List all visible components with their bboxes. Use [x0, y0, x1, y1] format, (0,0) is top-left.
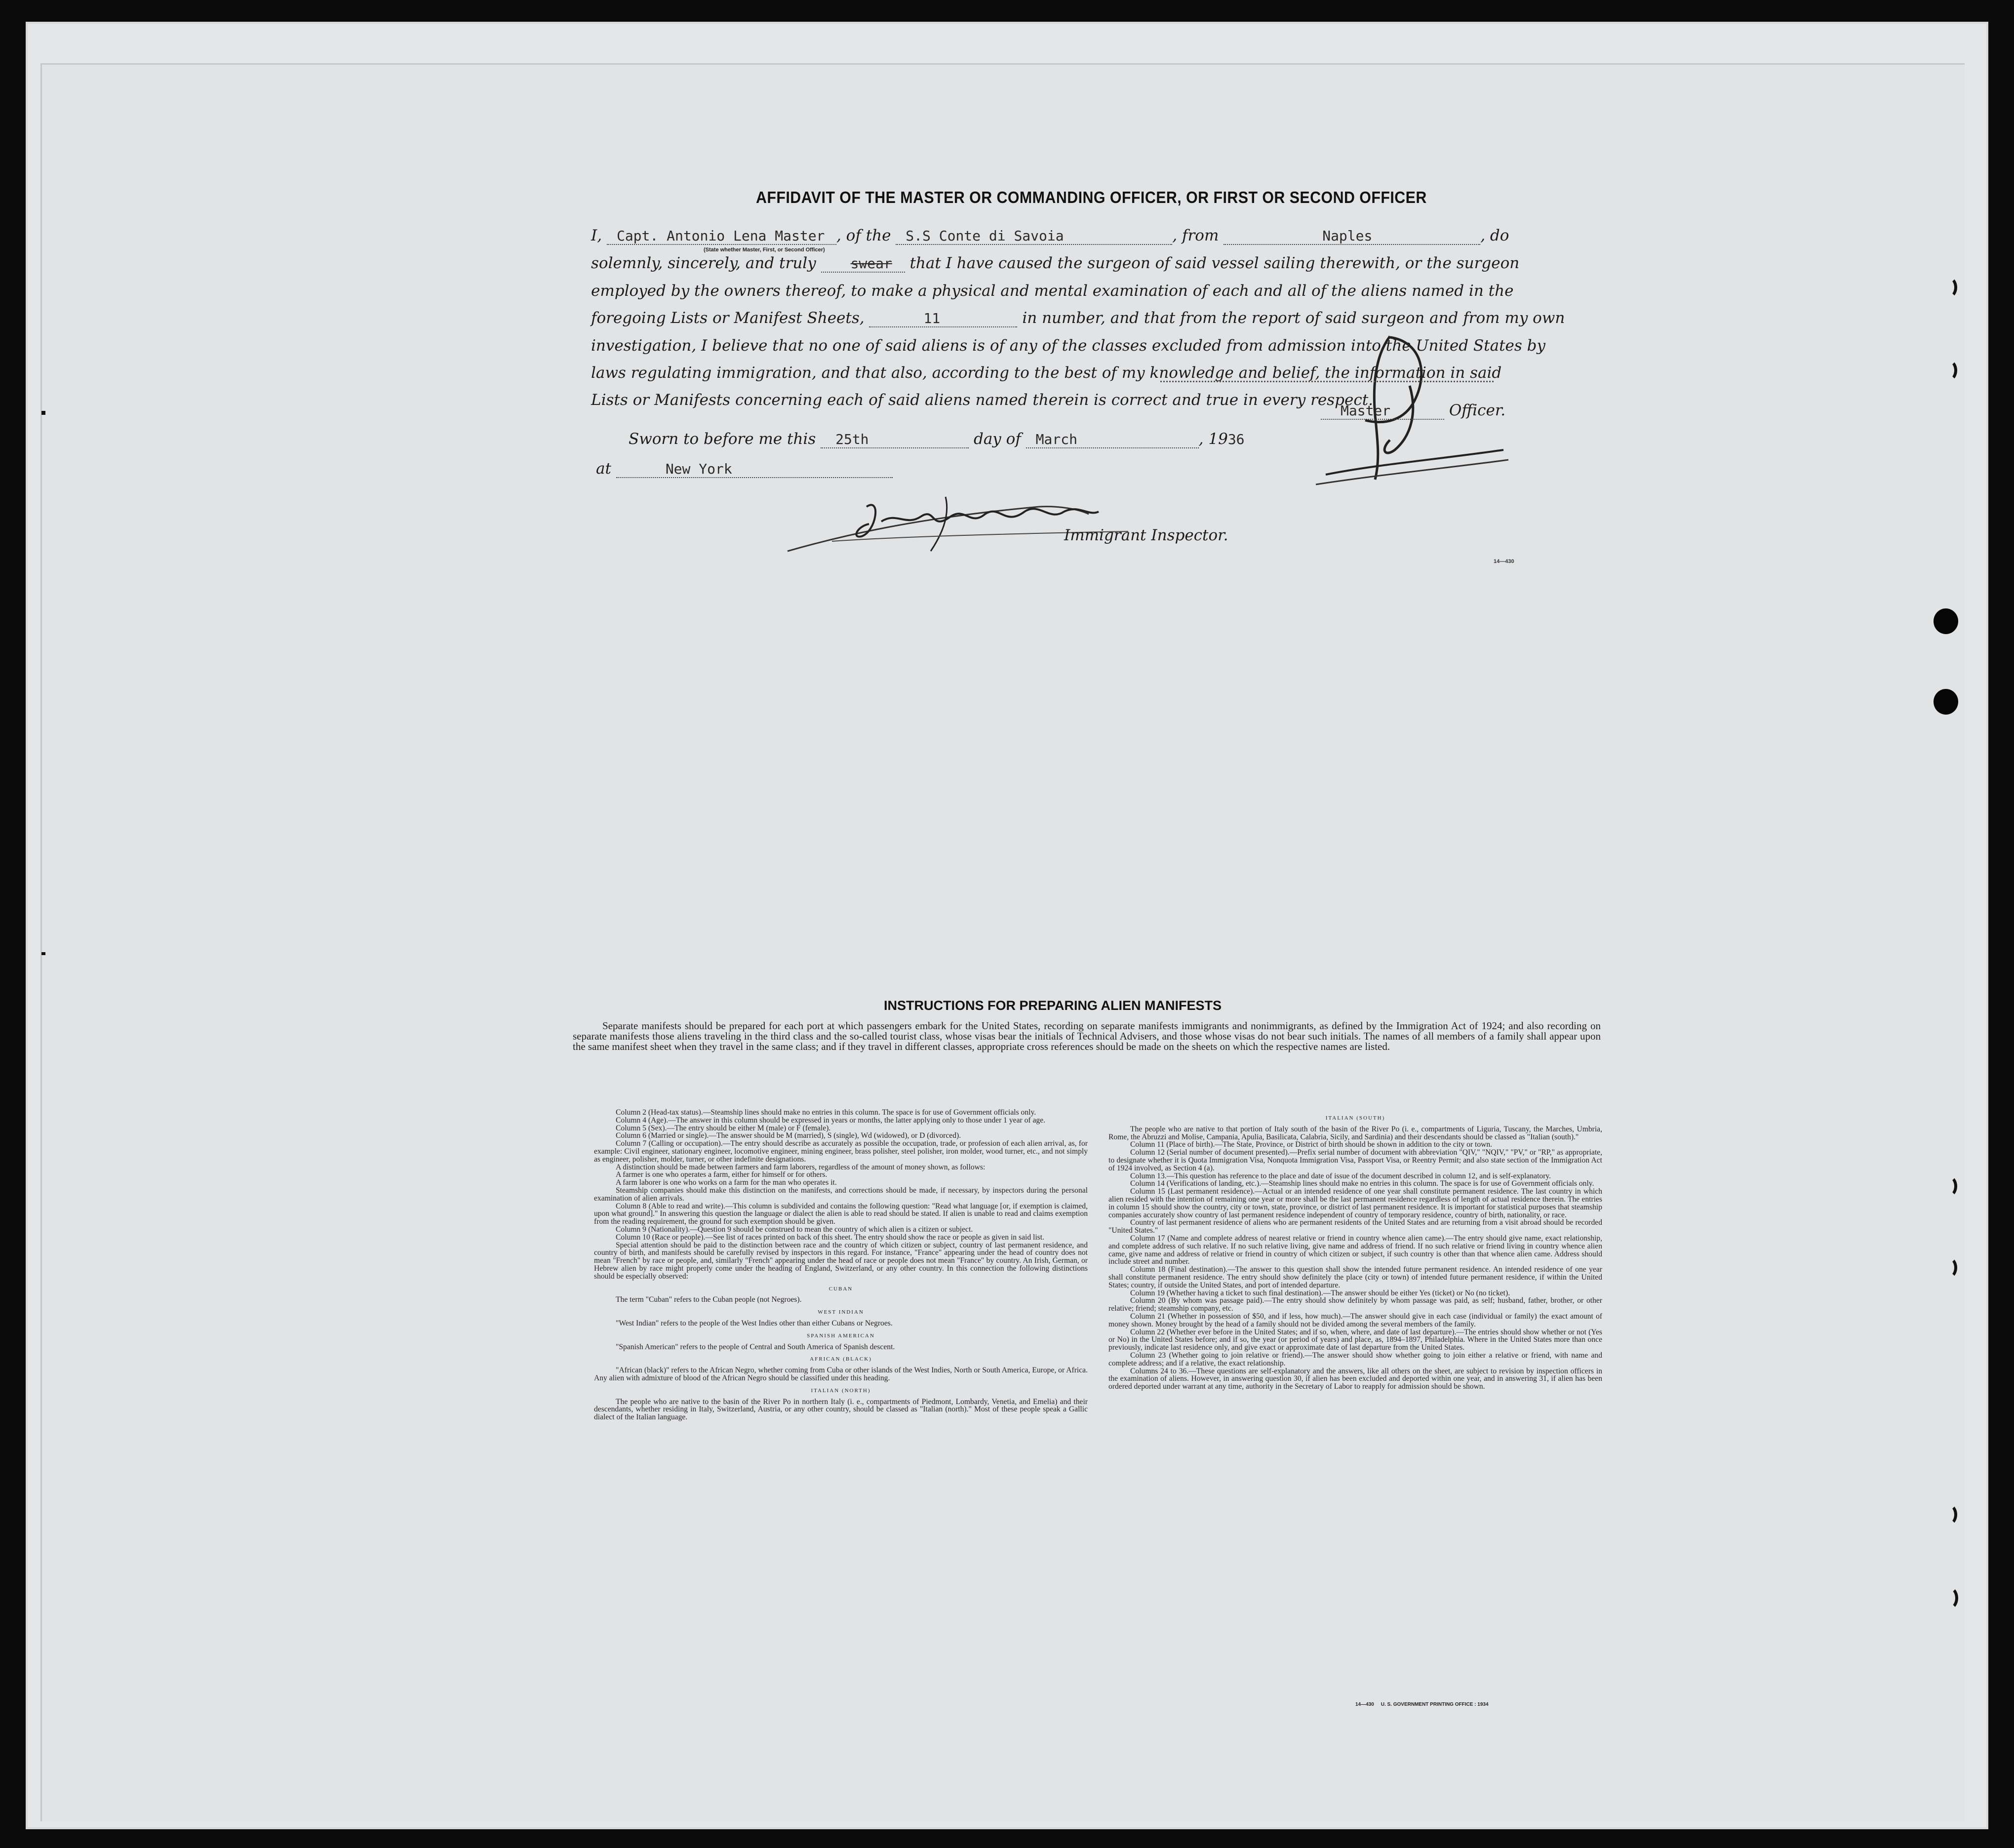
margin-mark [41, 411, 45, 415]
col1-paragraph: Column 7 (Calling or occupation).—The entry should describe as accurately as possible the occupation, trade, or profession of each alien arrival, as, for example: Civil engineer, stationary engineer, locomotive engineer, mining engineer, brass polisher, steel polisher, iron molder, wood turner, etc., and not simply as engineer, polisher, molder, turner, or other indefinite designations. [594, 1139, 1088, 1164]
col1-paragraph: A farm laborer is one who works on a farm for the man who operates it. [616, 1178, 837, 1187]
punch-hole-shadow [1940, 360, 1957, 381]
col2-paragraph: Column 13.—This question has reference to the place and date of issue of the document described in column 12, and is self-explanatory. [1130, 1171, 1551, 1180]
affidavit-line-5: investigation, I believe that no one of said aliens is of any of the classes excluded from admission into the United States by [591, 337, 1546, 355]
col1-paragraph: Column 5 (Sex).—The entry should be either M (male) or F (female). [616, 1124, 831, 1132]
col2-paragraph: Column 23 (Whether going to join relative or friend).—The answer should show whether going to join either a relative or friend, with name and complete address; and if a relative, the exact relationship. [1108, 1351, 1602, 1367]
instructions-column-1 [594, 1109, 1088, 1421]
african-heading: AFRICAN (BLACK) [810, 1356, 872, 1363]
col2-paragraph: Column 12 (Serial number of document presented).—Prefix serial number of document with abbreviation "QIV," "NQIV," "PV," or "RP," as appropriate, to designate whether it is Quota Immigration Visa, Nonquota Immigration Visa, Passport Visa, or Reentry Permit; and also state section of the Immigration Act of 1924 involved, as Section 4 (a). [1108, 1148, 1602, 1172]
col1-paragraph: A distinction should be made between farmers and farm laborers, regardless of the amount of money shown, as follows: [616, 1163, 986, 1171]
col2-paragraph: Column 11 (Place of birth).—The State, Province, or District of birth should be shown in addition to the city or town. [1130, 1140, 1493, 1149]
footer-printer: U. S. GOVERNMENT PRINTING OFFICE : 1934 [1381, 1702, 1489, 1707]
sworn-place-line [596, 460, 893, 478]
col1-paragraph: Column 10 (Race or people).—See list of races printed on back of this sheet. The entry should show the race or people as given in said list. [616, 1233, 1044, 1242]
col2-paragraph: Column 21 (Whether in possession of $50, and if less, how much).—The answer should give in each case (individual or family) the exact amount of money shown. Money brought by the head of a family should not be divided among the several members of the family. [1108, 1312, 1602, 1328]
col1-paragraph: Column 4 (Age).—The answer in this column should be expressed in years or months, the latter applying only to those under 1 year of age. [616, 1116, 1046, 1125]
col1-paragraph: Column 8 (Able to read and write).—This column is subdivided and contains the following question: "Read what language [or, if exemption is claimed, upon what ground]." In answering this question the language or dialect the alien is able to read should be stated. If alien is unable to read and claims exemption from the reading requirement, the ground for such exemption should be given. [594, 1202, 1088, 1226]
affidavit-line-2a: solemnly, sincerely, and truly [591, 254, 816, 272]
col1-paragraph: Steamship companies should make this distinction on the manifests, and corrections should be made, if necessary, by inspectors during the personal examination of alien arrivals. [594, 1186, 1088, 1203]
col2-paragraph: Column 22 (Whether ever before in the United States; and if so, when, where, and date of last departure).—The entries should show whether or not (Yes or No) in the United States before; and if so, the year (or period of years) and place, as, 1894–1897, Philadelphia. Where in the United States more than once previously, indicate last residence only, and give exact or approximate date of last departure from the United States. [1108, 1327, 1602, 1352]
west-indian-heading: WEST INDIAN [818, 1309, 864, 1316]
manifest-page [40, 63, 1965, 1821]
sworn-month-field: March [1026, 431, 1199, 448]
punch-hole-shadow [1940, 1257, 1957, 1279]
of-the-text: , of the [836, 227, 891, 244]
col2-paragraph: Country of last permanent residence of aliens who are permanent residents of the United States and are returning from a visit abroad should be recorded "United States." [1108, 1218, 1602, 1235]
punch-hole-shadow [1940, 1504, 1957, 1526]
col2-paragraph: Column 17 (Name and complete address of nearest relative or friend in country whence alien came).—The entry should give name, exact relationship, and complete address of such relative. If no such relative living, give name and address of friend. If no such relative or friend living in country whence alien came, give name and address of relative or friend in country of which citizen or subject, if such country is other than that whence alien came. Address should include street and number. [1108, 1234, 1602, 1266]
margin-mark [41, 952, 45, 955]
footer-form-number: 14—430 [1355, 1702, 1374, 1707]
footer-printer-line [1355, 1702, 1489, 1707]
col2-paragraph: Column 20 (By whom was passage paid).—The entry should show definitely by whom passage was paid, as self; husband, father, brother, or other relative; friend; steamship company, etc. [1108, 1296, 1602, 1313]
italian-north-text: The people who are native to the basin of the River Po in northern Italy (i. e., compartments of Piedmont, Lombardy, Venetia, and Emelia) and their descendants, whether residing in Italy, Switzerland, Austria, or any other country, should be classed as "Italian (north)." Most of these people speak a Gallic dialect of the Italian language. [594, 1397, 1088, 1422]
sworn-day-field: 25th [821, 431, 969, 448]
inspector-caption: Immigrant Inspector. [1064, 526, 1228, 544]
affidavit-i: I, [591, 227, 602, 244]
spanish-american-text: "Spanish American" refers to the people of Central and South America of Spanish descent. [616, 1342, 895, 1351]
affidavit-line-2b: that I have caused the surgeon of said vessel sailing therewith, or the surgeon [909, 254, 1520, 272]
col2-paragraph: The people who are native to that portion of Italy south of the basin of the River Po (i. e., compartments of Liguria, Tuscany, the Marches, Umbria, Rome, the Abruzzi and Molise, Campania, Apulia, Basilicata, Calabria, Sicily, and Sardinia) and their descendants should be classed as "Italian (south)." [1108, 1125, 1602, 1141]
instructions-intro: Separate manifests should be prepared for each port at which passengers embark for the United States, recording on separate manifests immigrants and nonimmigrants, as defined by the Immigration Act of 1924; and also recording on separate manifests those aliens traveling in the third class and the so-called tourist class, whose visas bear the initials of Technical Advisers, and those whose visas do not bear such initials. The names of all members of a family shall appear upon the same manifest sheet when they travel in the same class; and if they travel in different classes, appropriate cross references should be made on the sheets on which the respective names are listed. [573, 1020, 1601, 1052]
italian-south-heading: ITALIAN (SOUTH) [1325, 1115, 1385, 1121]
instructions-title: INSTRUCTIONS FOR PREPARING ALIEN MANIFESTS [884, 998, 1222, 1013]
at-text: at [596, 460, 611, 478]
do-text: , do [1480, 227, 1509, 244]
departure-port-field: Naples [1224, 228, 1480, 245]
affidavit-line-1 [591, 227, 1509, 245]
west-indian-text: "West Indian" refers to the people of the West Indies other than either Cubans or Negroes. [616, 1319, 893, 1327]
punch-hole [1934, 689, 1958, 715]
spanish-american-heading: SPANISH AMERICAN [807, 1332, 875, 1339]
affidavit-title: AFFIDAVIT OF THE MASTER OR COMMANDING OFFICER, OR FIRST OR SECOND OFFICER [756, 188, 1427, 206]
col1-paragraph: Column 9 (Nationality).—Question 9 should be construed to mean the country of which alien is a citizen or subject. [616, 1225, 973, 1234]
affidavit-line-4a: foregoing Lists or Manifest Sheets, [591, 309, 865, 327]
signature-line [1160, 381, 1494, 382]
swear-field: swear [821, 255, 905, 273]
officer-suffix: Officer. [1449, 402, 1506, 419]
punch-hole [1934, 608, 1958, 634]
col1-paragraph: A farmer is one who operates a farm, either for himself or for others. [616, 1170, 828, 1179]
signature-caption [1321, 402, 1505, 420]
col1-paragraph: Column 2 (Head-tax status).—Steamship lines should make no entries in this column. The space is for use of Government officials only. [616, 1108, 1036, 1117]
from-text: , from [1172, 227, 1219, 244]
punch-hole-shadow [1940, 1175, 1957, 1197]
col2-paragraph: Columns 24 to 36.—These questions are self-explanatory and the answers, like all others on the sheet, are subject to revision by inspection officers in the examination of aliens. However, in answering question 30, if alien has been excluded and deported within one year, and in answering 31, if alien has been ordered deported under warrant at any time, authority in the Secretary of Labor to reapply for admission should be shown. [1108, 1366, 1602, 1391]
instructions-column-2 [1108, 1115, 1602, 1391]
col2-paragraph: Column 19 (Whether having a ticket to such final destination).—The answer should be either Yes (ticket) or No (no ticket). [1130, 1288, 1510, 1297]
affidavit-line-6: laws regulating immigration, and that also, according to the best of my knowledge and belief, the information in said [591, 364, 1502, 382]
sworn-line [629, 430, 1245, 448]
affidavit-line-4 [591, 309, 1565, 327]
cuban-heading: CUBAN [829, 1286, 853, 1292]
year-prefix: , 19 [1198, 430, 1228, 448]
affidavit-line-4b: in number, and that from the report of said surgeon and from my own [1022, 309, 1565, 327]
col1-paragraph: Special attention should be paid to the distinction between race and the country of which citizen or subject, country of last permanent residence, and country of birth, and manifests should be carefully revised by inspectors in this regard. For instance, "France" appearing under the head of country does not mean "French" by race or people, and, similarly "French" appearing under the head of race or people does not mean "France" by country. An Irish, German, or Hebrew alien by race might properly come under the heading of England, Switzerland, or any other country. In this connection the following distinctions should be especially observed: [594, 1241, 1088, 1281]
affidavit-line-2 [591, 254, 1519, 273]
officer-name-field: Capt. Antonio Lena Master [607, 228, 836, 245]
sworn-year-field: 36 [1227, 431, 1245, 447]
cuban-text: The term "Cuban" refers to the Cuban people (not Negroes). [616, 1295, 802, 1304]
col2-paragraph: Column 18 (Final destination).—The answer to this question shall show the intended future permanent residence. An intended residence of one year shall constitute permanent residence. The entry should show definitely the place (city or town) of intended future permanent residence, if within the United States; country, if outside the United States, and port of intended departure. [1108, 1265, 1602, 1289]
form-number-top: 14—430 [1494, 559, 1514, 564]
sworn-text: Sworn to before me this [629, 430, 816, 448]
officer-rank-note: (State whether Master, First, or Second Officer) [704, 247, 825, 253]
col2-paragraph: Column 14 (Verifications of landing, etc.).—Steamship lines should make no entries in this column. The space is for use of Government officials only. [1130, 1179, 1594, 1188]
inspector-signature [783, 487, 1138, 561]
italian-north-heading: ITALIAN (NORTH) [811, 1387, 871, 1394]
col2-paragraph: Column 15 (Last permanent residence).—Actual or an intended residence of one year shall constitute permanent residence. The last country in which alien resided with the intention of remaining one year or more shall be the last permanent residence regardless of length of actual residence therein. The entries in column 15 should show the country, city or town, state, province, or district of last permanent residence. It is important for statistical purposes that steamship companies accurately show country of last permanent residence independent of country of temporary residence, country of birth, nationality, or race. [1108, 1187, 1602, 1219]
sworn-place-field: New York [616, 461, 893, 478]
affidavit-line-3: employed by the owners thereof, to make a physical and mental examination of each and all of the aliens named in the [591, 282, 1514, 300]
col1-paragraph: Column 6 (Married or single).—The answer should be M (married), S (single), Wd (widowed), or D (divorced). [616, 1131, 961, 1140]
punch-hole-shadow [1940, 277, 1957, 298]
master-title-field: Master [1321, 402, 1444, 420]
affidavit-line-7: Lists or Manifests concerning each of said aliens named therein is correct and true in every respect. [591, 391, 1374, 409]
sheet-count-field: 11 [869, 310, 1017, 327]
african-text: "African (black)" refers to the African Negro, whether coming from Cuba or other islands of the West Indies, North or South America, Europe, or Africa. Any alien with admixture of blood of the African Negro should be classified under this heading. [594, 1366, 1088, 1382]
punch-hole-shadow [1939, 1586, 1958, 1610]
day-of-text: day of [973, 430, 1021, 448]
vessel-name-field: S.S Conte di Savoia [896, 228, 1172, 245]
